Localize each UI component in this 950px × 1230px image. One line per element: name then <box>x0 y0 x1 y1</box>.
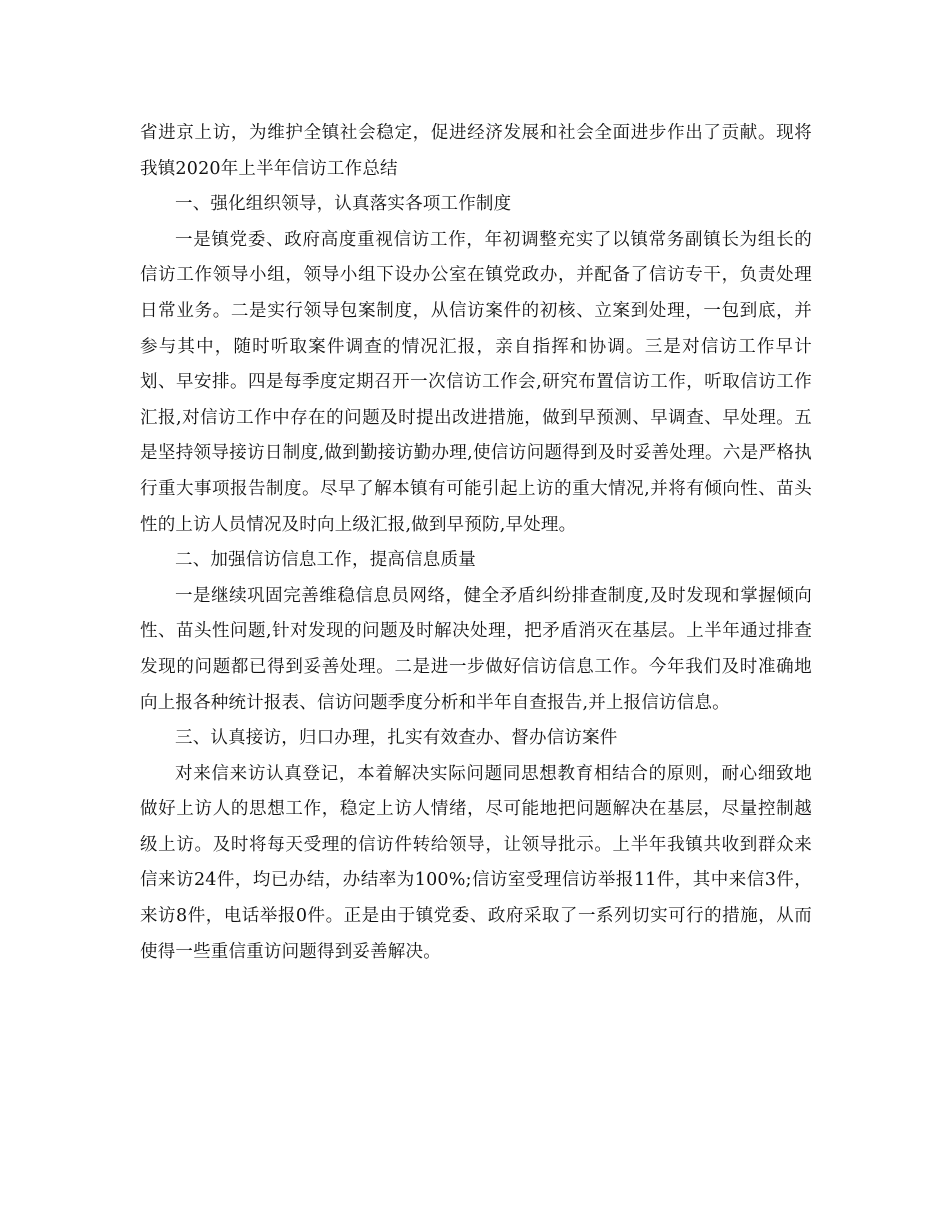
section-heading-3: 三、认真接访，归口办理，扎实有效查办、督办信访案件 <box>175 728 618 749</box>
section-heading-1: 一、强化组织领导，认真落实各项工作制度 <box>175 194 512 215</box>
paragraph-section-2: 一是继续巩固完善维稳信息员网络，健全矛盾纠纷排查制度,及时发现和掌握倾向性、苗头性问题,针对发现的问题及时解决处理，把矛盾消灭在基层。上半年通过排查发现的问题都已得到妥善处理。二是进一步做好信访信息工作。今年我们及时准确地向上报各种统计报表、信访问题季度分析和半年自查报告,并上报信访信息。 <box>140 585 812 713</box>
paragraph-intro: 省进京上访，为维护全镇社会稳定，促进经济发展和社会全面进步作出了贡献。现将我镇2020年上半年信访工作总结 <box>140 123 812 179</box>
paragraph-section-1: 一是镇党委、政府高度重视信访工作，年初调整充实了以镇常务副镇长为组长的信访工作领导小组，领导小组下设办公室在镇党政办，并配备了信访专干，负责处理日常业务。二是实行领导包案制度，从信访案件的初核、立案到处理，一包到底，并参与其中，随时听取案件调查的情况汇报，亲自指挥和协调。三是对信访工作早计划、早安排。四是每季度定期召开一次信访工作会,研究布置信访工作，听取信访工作汇报,对信访工作中存在的问题及时提出改进措施，做到早预测、早调查、早处理。五是坚持领导接访日制度,做到勤接访勤办理,使信访问题得到及时妥善处理。六是严格执行重大事项报告制度。尽早了解本镇有可能引起上访的重大情况,并将有倾向性、苗头性的上访人员情况及时向上级汇报,做到早预防,早处理。 <box>140 229 812 535</box>
paragraph-section-3: 对来信来访认真登记，本着解决实际问题同思想教育相结合的原则，耐心细致地做好上访人的思想工作，稳定上访人情绪，尽可能地把问题解决在基层，尽量控制越级上访。及时将每天受理的信访件转给领导，让领导批示。上半年我镇共收到群众来信来访24件，均已办结，办结率为100%;信访室受理信访举报11件，其中来信3件，来访8件，电话举报0件。正是由于镇党委、政府采取了一系列切实可行的措施，从而使得一些重信重访问题得到妥善解决。 <box>140 763 812 962</box>
document-page <box>140 116 812 970</box>
section-heading-2: 二、加强信访信息工作，提高信息质量 <box>175 550 476 571</box>
